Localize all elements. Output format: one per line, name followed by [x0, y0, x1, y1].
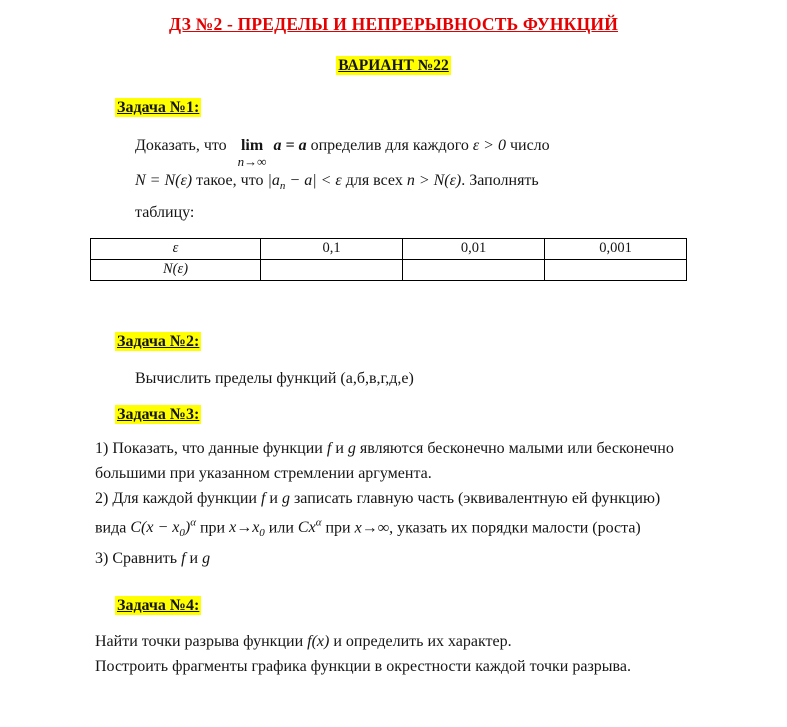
math-alpha-exponent: α: [190, 516, 196, 529]
task4-label: Задача №4:: [117, 597, 200, 615]
inequality-post: − a| < ε: [285, 172, 342, 190]
task3-label: Задача №3:: [117, 405, 200, 423]
task3-item3-text: 3) Сравнить: [95, 550, 182, 568]
inequality: [267, 172, 342, 193]
math-cx: Cx: [297, 518, 316, 536]
math-paren-close: ): [184, 518, 191, 536]
task3-item3: [95, 546, 692, 571]
task3-item2-pri2: при: [321, 518, 355, 536]
math-cx-expr: C(x − x: [130, 518, 180, 536]
task3-item2-pri: при: [195, 518, 230, 536]
task1-line3: [135, 200, 692, 226]
task4-line1: [95, 629, 692, 654]
inequality-pre: |a: [267, 172, 280, 190]
math-f: f: [260, 489, 266, 507]
table-cell: [403, 259, 545, 280]
task4-text-1: Найти точки разрыва функции: [95, 633, 308, 651]
table-cell: [545, 259, 687, 280]
task4-text: [95, 629, 692, 679]
math-x-to-infinity: x→∞: [354, 518, 390, 536]
task1-text-5: для всех: [341, 172, 407, 190]
lim-subscript: n→∞: [237, 153, 267, 169]
math-sub-zero: 0: [179, 527, 185, 540]
math-f: f: [181, 550, 186, 568]
task1-statement: [135, 133, 692, 226]
math-main-part: [130, 516, 196, 540]
task1-heading: [115, 99, 692, 117]
table-value-row: [91, 259, 687, 280]
task3-text: [95, 436, 692, 572]
task2-heading: [115, 333, 692, 351]
task1-text-4: такое, что: [192, 172, 268, 190]
table-header-cell: 0,01: [403, 238, 545, 259]
task3-item2-or: или: [264, 518, 298, 536]
lim-expression: a = a: [273, 137, 307, 154]
n-condition: n > N(ε): [406, 172, 462, 190]
task3-item2-and: и: [265, 489, 282, 507]
math-sub-zero: 0: [259, 527, 265, 540]
task4-text-3: Построить фрагменты графика функции в окрестности каждой точки разрыва.: [95, 658, 631, 676]
task3-item2-rest: записать главную часть (эквивалентную ей функцию) вида: [95, 489, 661, 536]
task1-text-1: Доказать, что: [135, 137, 231, 154]
task3-item2-end: , указать их порядки малости (роста): [389, 518, 641, 536]
math-cx-alpha: [297, 516, 322, 536]
task1-text-2: определив для каждого: [306, 137, 473, 154]
task3-item1: [95, 436, 692, 486]
task3-item3-and: и: [185, 550, 203, 568]
task3-item1-rest: являются бесконечно малыми или бесконечно большими при указанном стремлении аргумента.: [95, 439, 674, 482]
variant-row: [95, 57, 692, 75]
task1-line2: [135, 168, 692, 199]
table-header-row: [91, 238, 687, 259]
math-g: g: [347, 439, 356, 457]
table-header-epsilon: ε: [91, 238, 261, 259]
task2-text: Вычислить пределы функций (а,б,в,г,д,е): [135, 369, 414, 387]
task1-text-3: число: [505, 137, 550, 154]
task2-label: Задача №2:: [117, 332, 200, 350]
math-x-arrow: x→x: [229, 518, 260, 536]
math-g: g: [281, 489, 290, 507]
task4-line2: [95, 654, 692, 679]
task3-item2-text: 2) Для каждой функции: [95, 489, 261, 507]
task1-text-7: таблицу:: [135, 203, 195, 221]
inequality-subscript: n: [279, 180, 286, 193]
math-g: g: [202, 550, 211, 568]
table-header-cell: 0,001: [545, 238, 687, 259]
page-title: ДЗ №2 - ПРЕДЕЛЫ И НЕПРЕРЫВНОСТЬ ФУНКЦИЙ: [168, 14, 619, 34]
n-definition: N = N(ε): [135, 172, 193, 190]
task3-item2: [95, 486, 692, 547]
task3-item1-and: и: [331, 439, 348, 457]
task1-label: Задача №1:: [117, 99, 200, 116]
variant-label: ВАРИАНТ №22: [338, 57, 449, 74]
task3-heading: [115, 406, 692, 424]
math-fx: f(x): [307, 633, 330, 651]
task1-table: [90, 238, 687, 281]
task1-text-6: . Заполнять: [461, 172, 539, 190]
table-header-cell: 0,1: [261, 238, 403, 259]
lim-operator: lim: [240, 137, 264, 154]
task4-text-2: и определить их характер.: [329, 633, 512, 651]
task1-line1: [135, 133, 692, 168]
table-cell: [261, 259, 403, 280]
math-alpha-exponent: α: [315, 516, 322, 529]
table-row-label: N(ε): [91, 259, 261, 280]
limit-notation: [238, 138, 267, 168]
math-x-to-x0: [229, 518, 265, 540]
math-f: f: [326, 439, 332, 457]
epsilon-condition: ε > 0: [472, 137, 506, 154]
task4-heading: [115, 597, 692, 615]
task3-item1-text: 1) Показать, что данные функции: [95, 439, 327, 457]
